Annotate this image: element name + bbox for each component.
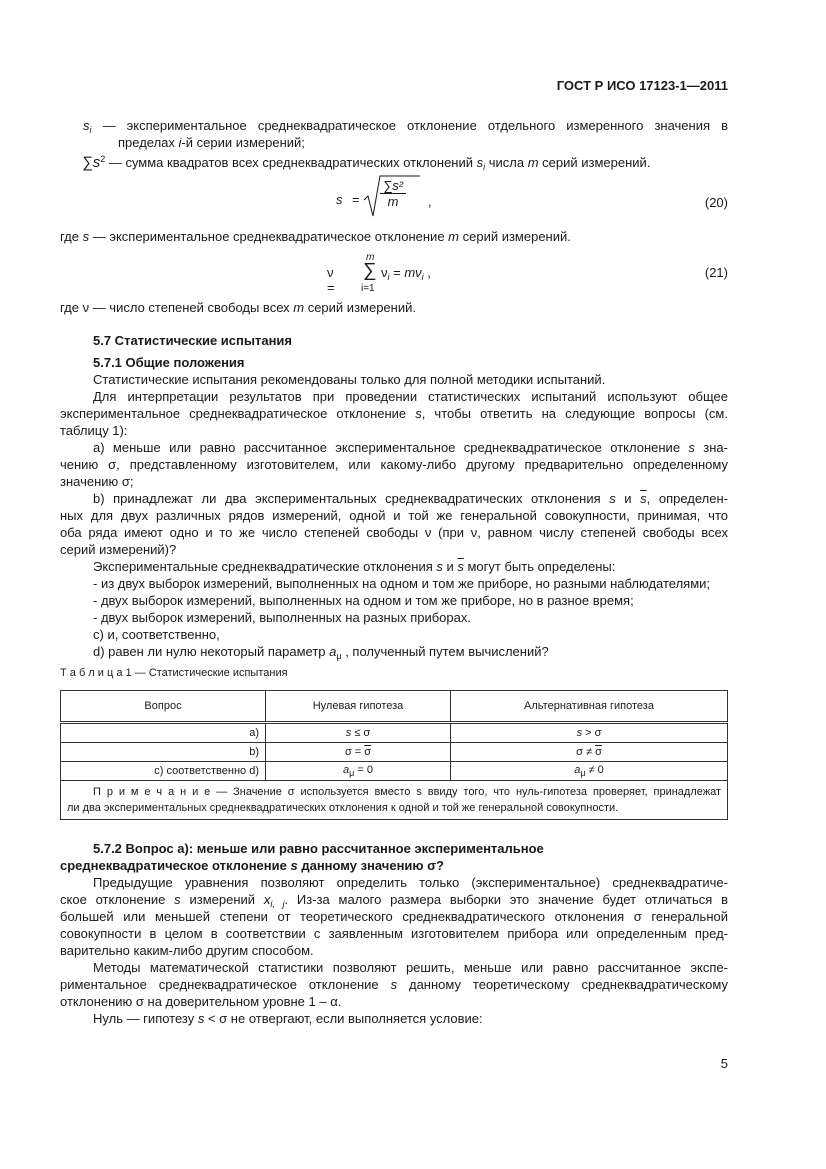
page-number: 5 [720,1056,728,1071]
table-cell: $a_\mu = 0$ [266,762,451,781]
question-b: ных для двух различных рядов измерений, одной и той же генеральной совокупности, принимая, что [60,508,728,523]
text: данному теоретическому среднеквадратическому [397,977,728,992]
paragraph: таблицу 1): [60,423,128,438]
table-row [61,723,728,743]
section-5-7-2-title: 5.7.2 Вопрос a): меньше или равно рассчитанное экспериментальное [93,841,544,856]
list-item: - двух выборок измерений, выполненных на разных приборах. [93,610,471,625]
paragraph: Методы математической статистики позволяют решить, меньше или равно рассчитанное экспе- [93,960,728,975]
caption-text: — Статистические испытания [131,667,288,679]
definition-sum [60,151,728,176]
sum-lower: i=1 [361,283,375,294]
where-21 [60,299,728,316]
text: числа [485,155,528,170]
note-text: — Значение σ используется вместо s ввиду того, что нуль-гипотеза проверяет, принадлежат [210,786,722,798]
table-cell: b) [61,743,266,762]
text: , полученный путем вычислений? [341,644,549,659]
text: и [442,559,458,574]
table-cell: s > σ [451,723,728,743]
eq-comma: , [423,265,431,280]
text: Нуль — гипотезу [93,1011,198,1026]
table-row [61,762,728,781]
note-label: П р и м е ч а н и е [93,786,211,798]
text: Экспериментальные среднеквадратические отклонения [93,559,437,574]
text: серий измерений. [459,229,571,244]
paragraph: большей или меньшей степени от теоретического среднеквадратического отклонения σ генеральной [60,909,728,924]
header-cell: Вопрос [61,691,266,723]
subscript: i, j [270,899,285,909]
text: где [60,229,83,244]
text: ское отклонение [60,892,175,907]
table-row [61,743,728,762]
paragraph: варительно каким-либо другим способом. [60,943,314,958]
paragraph [93,1010,761,1027]
table-1 [60,690,728,820]
equation-number-21: (21) [704,265,728,280]
eq-equals: = [389,265,405,280]
denominator [380,194,406,209]
text-s-bar: $\overline{s}$ [640,491,647,506]
section-5-7-title: 5.7 Статистические испытания [93,333,292,348]
equation-number-20: (20) [704,195,728,210]
table-header-row [61,691,728,723]
eq-comma: , [428,194,432,209]
text-i: i [178,135,182,150]
text: x [263,892,271,907]
where-20 [60,228,728,245]
rhs-sub: i [421,272,424,282]
table-cell: c) соответственно d) [61,762,266,781]
definition-si-cont [118,134,718,151]
subscript: μ [336,651,342,661]
list-item: - двух выборок измерений, выполненных на одном и том же приборе, но в разное время; [93,593,634,608]
header-cell: Нулевая гипотеза [266,691,451,723]
text: , определен- [646,491,729,506]
list-item: - из двух выборок измерений, выполненных на одном и том же приборе, но разными наблюдателями; [93,576,711,591]
denominator-text: m [387,194,399,209]
fraction [380,178,406,209]
question-c: c) и, соответственно, [93,627,220,642]
term: ν [381,265,388,280]
text: , чтобы ответить на следующие вопросы (см. [421,406,728,421]
text: s [390,977,398,992]
table-cell: $\sigma = \overline{\sigma}$ [266,743,451,762]
eq-lhs: s [336,192,343,207]
text: s [436,559,443,574]
table-note [61,781,728,820]
question-b [93,490,728,507]
question-b: серий измерений)? [60,542,177,557]
paragraph: Статистические испытания рекомендованы только для полной методики испытаний. [93,372,606,387]
text: измерений [180,892,264,907]
text: a [329,644,337,659]
superscript: 2 [100,154,106,164]
numerator [380,178,406,194]
text: пределах [118,135,179,150]
text: d) равен ли нулю некоторый параметр [93,644,330,659]
text: зна- [694,440,728,455]
text: s [290,858,298,873]
question-a [93,439,728,456]
text: среднеквадратическое отклонение [60,858,291,873]
question-b: оба ряда имеют одно и то же число степеней свободы ν (при ν, равном числу степеней свободы всех [60,525,728,540]
sum-symbol: ∑ [363,260,377,281]
document-id: ГОСТ Р ИСО 17123-1—2011 [556,78,728,93]
text: риментальное среднеквадратическое отклонение [60,977,391,992]
term-sub: i [387,272,390,282]
eq-rhs [381,265,431,282]
text: < σ не отвергают, если выполняется условие: [204,1011,483,1026]
text: s [476,155,484,170]
paragraph: Предыдущие уравнения позволяют определить только (экспериментальное) среднеквадратиче- [93,875,728,890]
subscript-i: i [89,125,92,135]
symbol-s: s [83,118,90,133]
text: — экспериментальное среднеквадратическое отклонение [89,229,449,244]
text: серий измерений. [304,300,416,315]
text: серий измерений. [538,155,651,170]
section-5-7-2-title-cont [60,857,728,874]
text: a) меньше или равно рассчитанное экспериментальное среднеквадратическое отклонение [93,440,689,455]
table-cell: s ≤ σ [266,723,451,743]
text: s [174,892,181,907]
text: m [527,155,539,170]
text: m [293,300,305,315]
paragraph: Для интерпретации результатов при проведении статистических испытаний используют общее [93,389,728,404]
text: и [615,491,641,506]
note-line [67,784,721,800]
text: экспериментальное среднеквадратическое отклонение [60,406,416,421]
table-caption [60,665,728,682]
eq-lhs: ν = [327,265,335,295]
question-a: чению σ, представленному изготовителем, или какому-либо другому предварительно определенному [60,457,728,472]
paragraph: отклонению σ на доверительном уровне 1 – α. [60,994,342,1009]
text: s [197,1011,205,1026]
text: . Из-за малого размера выборки это значение будет отличаться в [284,892,729,907]
text: s [415,406,422,421]
header-cell: Альтернативная гипотеза [451,691,728,723]
paragraph [93,558,761,575]
table-cell: $a_\mu \ne 0$ [451,762,728,781]
section-5-7-1-title: 5.7.1 Общие положения [93,355,245,370]
text: данному значению σ? [297,858,444,873]
text: m [448,229,459,244]
rhs: mν [404,265,422,280]
text: s [688,440,695,455]
question-a: значению σ; [60,474,134,489]
paragraph: совокупности в целом в соответствии с заявленным изготовителем прибора или определенным пред- [60,926,728,941]
sum-upper: m [366,252,375,263]
caption-label: Т а б л и ц а 1 [60,667,132,679]
text: s [609,491,616,506]
text: -й серии измерений; [181,135,305,150]
eq-equals: = [352,192,360,207]
table-cell: $\sigma \ne \overline{\sigma}$ [451,743,728,762]
text: где ν — число степеней свободы всех [60,300,294,315]
text-s-bar: $\overline{s}$ [457,559,464,574]
table-cell: a) [61,723,266,743]
text: b) принадлежат ли два экспериментальных среднеквадратических отклонения [93,491,610,506]
text: s [82,229,90,244]
text: могут быть определены: [463,559,616,574]
question-d [93,643,761,665]
subscript: i [483,162,486,172]
table-note-row [61,781,728,820]
definition-text: — экспериментальное среднеквадратическое отклонение отдельного измеренного значения в [91,118,728,133]
paragraph [60,405,728,422]
text: — сумма квадратов всех среднеквадратических отклонений [105,155,477,170]
paragraph [60,976,728,993]
sum-symbol: ∑s [82,154,101,171]
numerator-text: ∑s² [383,178,404,193]
note-line: ли два экспериментальных среднеквадратических отклонения к одной и той же генеральной совокупности. [67,802,619,814]
